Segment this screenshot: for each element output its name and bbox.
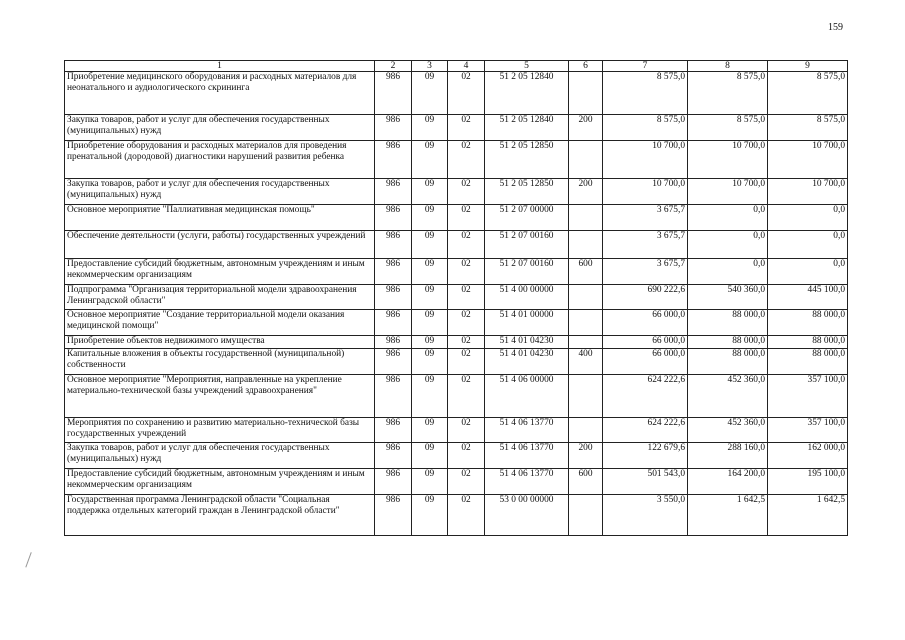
kgrbs-cell: 986 [375,349,412,375]
stray-pen-mark [25,552,32,568]
amount-year3-cell: 8 575,0 [768,115,848,141]
column-header: 7 [603,61,688,72]
kgrbs-cell: 986 [375,418,412,443]
kgrbs-cell: 986 [375,205,412,231]
expense-type-cell [569,495,603,536]
section-cell: 09 [412,205,448,231]
section-cell: 09 [412,418,448,443]
amount-year3-cell: 10 700,0 [768,141,848,179]
amount-year1-cell: 501 543,0 [603,469,688,495]
amount-year2-cell: 0,0 [688,259,768,285]
amount-year1-cell: 624 222,6 [603,375,688,418]
target-article-cell: 51 4 06 00000 [485,375,569,418]
table-row [65,349,848,375]
expense-type-cell: 200 [569,179,603,205]
table-row [65,310,848,336]
section-cell: 09 [412,469,448,495]
amount-year1-cell: 3 675,7 [603,205,688,231]
section-cell: 09 [412,179,448,205]
target-article-cell: 51 4 00 00000 [485,285,569,310]
expense-type-cell [569,375,603,418]
amount-year3-cell: 10 700,0 [768,179,848,205]
kgrbs-cell: 986 [375,469,412,495]
section-cell: 09 [412,375,448,418]
amount-year1-cell: 8 575,0 [603,115,688,141]
expense-type-cell [569,285,603,310]
amount-year1-cell: 10 700,0 [603,179,688,205]
table-row [65,72,848,115]
amount-year3-cell: 88 000,0 [768,336,848,349]
amount-year2-cell: 1 642,5 [688,495,768,536]
amount-year3-cell: 88 000,0 [768,349,848,375]
subsection-cell: 02 [448,495,485,536]
target-article-cell: 51 2 05 12840 [485,72,569,115]
row-name-cell: Приобретение объектов недвижимого имущества [65,336,375,349]
row-name-cell: Подпрограмма "Организация территориальной модели здравоохранения Ленинградской области" [65,285,375,310]
expense-type-cell [569,336,603,349]
table-row [65,418,848,443]
amount-year1-cell: 8 575,0 [603,72,688,115]
amount-year2-cell: 0,0 [688,231,768,259]
column-header: 2 [375,61,412,72]
amount-year3-cell: 8 575,0 [768,72,848,115]
target-article-cell: 51 2 05 12850 [485,179,569,205]
table-row [65,141,848,179]
amount-year2-cell: 8 575,0 [688,115,768,141]
table-row [65,443,848,469]
target-article-cell: 51 4 06 13770 [485,469,569,495]
section-cell: 09 [412,349,448,375]
section-cell: 09 [412,259,448,285]
amount-year1-cell: 10 700,0 [603,141,688,179]
amount-year1-cell: 3 675,7 [603,231,688,259]
amount-year2-cell: 452 360,0 [688,418,768,443]
amount-year2-cell: 88 000,0 [688,336,768,349]
amount-year1-cell: 624 222,6 [603,418,688,443]
section-cell: 09 [412,443,448,469]
amount-year2-cell: 8 575,0 [688,72,768,115]
table-row [65,115,848,141]
subsection-cell: 02 [448,418,485,443]
expense-type-cell: 200 [569,115,603,141]
amount-year3-cell: 0,0 [768,259,848,285]
expense-type-cell: 600 [569,259,603,285]
target-article-cell: 51 4 01 04230 [485,349,569,375]
subsection-cell: 02 [448,179,485,205]
target-article-cell: 51 2 07 00160 [485,231,569,259]
column-header: 3 [412,61,448,72]
expense-type-cell [569,231,603,259]
column-header: 1 [65,61,375,72]
kgrbs-cell: 986 [375,285,412,310]
kgrbs-cell: 986 [375,179,412,205]
row-name-cell: Обеспечение деятельности (услуги, работы) государственных учреждений [65,231,375,259]
subsection-cell: 02 [448,349,485,375]
row-name-cell: Предоставление субсидий бюджетным, автономным учреждениям и иным некоммерческим организациям [65,469,375,495]
row-name-cell: Государственная программа Ленинградской области "Социальная поддержка отдельных категорий граждан в Ленинградской области" [65,495,375,536]
table-row [65,375,848,418]
target-article-cell: 51 2 05 12850 [485,141,569,179]
subsection-cell: 02 [448,375,485,418]
column-header: 9 [768,61,848,72]
subsection-cell: 02 [448,72,485,115]
target-article-cell: 51 4 01 04230 [485,336,569,349]
subsection-cell: 02 [448,469,485,495]
amount-year2-cell: 540 360,0 [688,285,768,310]
kgrbs-cell: 986 [375,231,412,259]
kgrbs-cell: 986 [375,115,412,141]
amount-year3-cell: 0,0 [768,205,848,231]
expense-type-cell [569,205,603,231]
table-row [65,285,848,310]
kgrbs-cell: 986 [375,259,412,285]
kgrbs-cell: 986 [375,375,412,418]
row-name-cell: Приобретение оборудования и расходных материалов для проведения пренатальной (дородовой) диагностики нарушений развития ребенка [65,141,375,179]
target-article-cell: 51 2 05 12840 [485,115,569,141]
subsection-cell: 02 [448,443,485,469]
amount-year2-cell: 452 360,0 [688,375,768,418]
section-cell: 09 [412,336,448,349]
amount-year1-cell: 3 550,0 [603,495,688,536]
kgrbs-cell: 986 [375,443,412,469]
amount-year2-cell: 88 000,0 [688,349,768,375]
subsection-cell: 02 [448,205,485,231]
table-row [65,469,848,495]
amount-year1-cell: 66 000,0 [603,310,688,336]
column-header: 6 [569,61,603,72]
row-name-cell: Основное мероприятие "Создание территориальной модели оказания медицинской помощи" [65,310,375,336]
row-name-cell: Мероприятия по сохранению и развитию материально-технической базы государственных учреждений [65,418,375,443]
subsection-cell: 02 [448,231,485,259]
section-cell: 09 [412,141,448,179]
subsection-cell: 02 [448,115,485,141]
expense-type-cell: 600 [569,469,603,495]
expense-type-cell [569,72,603,115]
table-row [65,495,848,536]
expense-type-cell: 400 [569,349,603,375]
amount-year2-cell: 10 700,0 [688,141,768,179]
column-header: 5 [485,61,569,72]
table-row [65,179,848,205]
target-article-cell: 51 4 01 00000 [485,310,569,336]
row-name-cell: Закупка товаров, работ и услуг для обеспечения государственных (муниципальных) нужд [65,443,375,469]
header-row [65,61,848,72]
expense-type-cell [569,141,603,179]
amount-year3-cell: 357 100,0 [768,418,848,443]
kgrbs-cell: 986 [375,310,412,336]
amount-year3-cell: 1 642,5 [768,495,848,536]
amount-year2-cell: 88 000,0 [688,310,768,336]
subsection-cell: 02 [448,141,485,179]
column-header: 4 [448,61,485,72]
amount-year1-cell: 66 000,0 [603,336,688,349]
amount-year1-cell: 122 679,6 [603,443,688,469]
amount-year1-cell: 690 222,6 [603,285,688,310]
row-name-cell: Капитальные вложения в объекты государственной (муниципальной) собственности [65,349,375,375]
amount-year3-cell: 88 000,0 [768,310,848,336]
amount-year1-cell: 66 000,0 [603,349,688,375]
section-cell: 09 [412,310,448,336]
row-name-cell: Закупка товаров, работ и услуг для обеспечения государственных (муниципальных) нужд [65,115,375,141]
subsection-cell: 02 [448,336,485,349]
amount-year3-cell: 162 000,0 [768,443,848,469]
amount-year1-cell: 3 675,7 [603,259,688,285]
amount-year2-cell: 164 200,0 [688,469,768,495]
row-name-cell: Основное мероприятие "Паллиативная медицинская помощь" [65,205,375,231]
table-row [65,205,848,231]
target-article-cell: 51 2 07 00000 [485,205,569,231]
page-number: 159 [828,22,843,33]
target-article-cell: 53 0 00 00000 [485,495,569,536]
expense-type-cell [569,310,603,336]
amount-year3-cell: 445 100,0 [768,285,848,310]
amount-year3-cell: 357 100,0 [768,375,848,418]
expense-type-cell [569,418,603,443]
row-name-cell: Приобретение медицинского оборудования и расходных материалов для неонатального и аудиологического скрининга [65,72,375,115]
amount-year2-cell: 10 700,0 [688,179,768,205]
kgrbs-cell: 986 [375,72,412,115]
section-cell: 09 [412,495,448,536]
row-name-cell: Закупка товаров, работ и услуг для обеспечения государственных (муниципальных) нужд [65,179,375,205]
kgrbs-cell: 986 [375,495,412,536]
row-name-cell: Предоставление субсидий бюджетным, автономным учреждениям и иным некоммерческим организациям [65,259,375,285]
subsection-cell: 02 [448,285,485,310]
amount-year2-cell: 0,0 [688,205,768,231]
subsection-cell: 02 [448,310,485,336]
table-row [65,336,848,349]
kgrbs-cell: 986 [375,336,412,349]
table-row [65,231,848,259]
table-row [65,259,848,285]
kgrbs-cell: 986 [375,141,412,179]
amount-year2-cell: 288 160,0 [688,443,768,469]
section-cell: 09 [412,72,448,115]
amount-year3-cell: 195 100,0 [768,469,848,495]
target-article-cell: 51 4 06 13770 [485,418,569,443]
section-cell: 09 [412,285,448,310]
target-article-cell: 51 4 06 13770 [485,443,569,469]
section-cell: 09 [412,231,448,259]
budget-table [64,60,848,536]
subsection-cell: 02 [448,259,485,285]
amount-year3-cell: 0,0 [768,231,848,259]
target-article-cell: 51 2 07 00160 [485,259,569,285]
row-name-cell: Основное мероприятие "Мероприятия, направленные на укрепление материально-технической базы учреждений здравоохранения" [65,375,375,418]
section-cell: 09 [412,115,448,141]
column-header: 8 [688,61,768,72]
expense-type-cell: 200 [569,443,603,469]
